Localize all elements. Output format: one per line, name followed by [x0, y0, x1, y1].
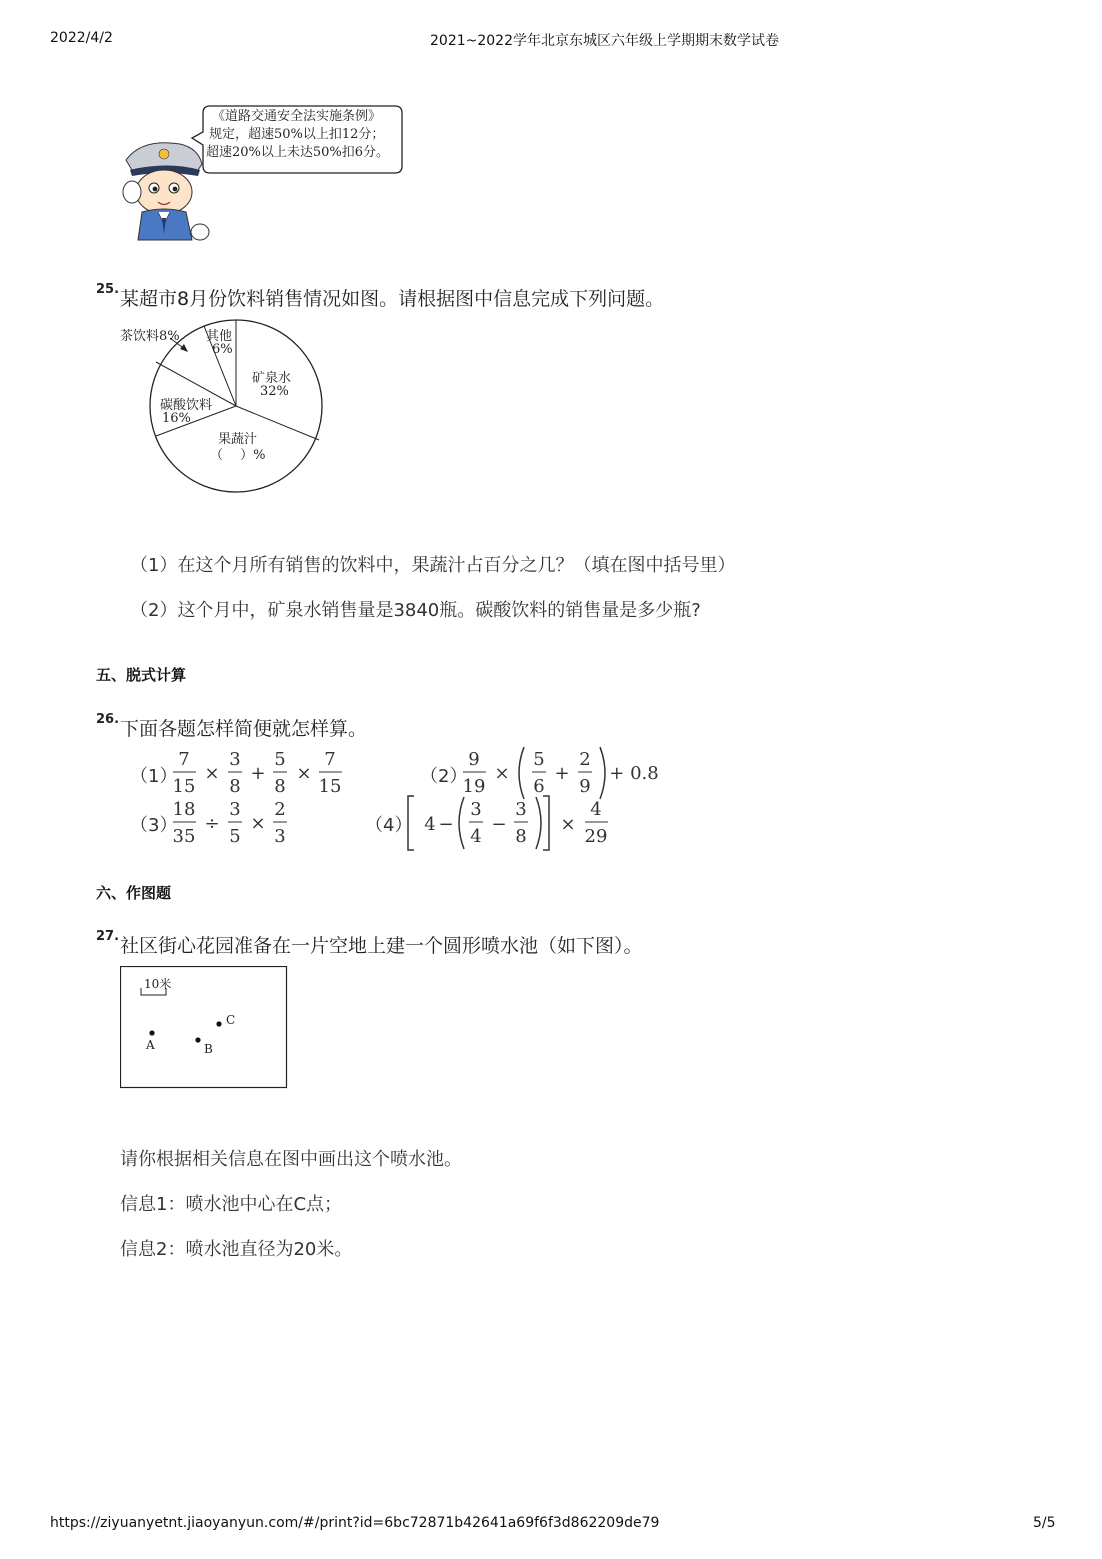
svg-text:35: 35 — [172, 826, 196, 847]
pie-label-tea: 茶饮料8% — [120, 329, 180, 344]
point-c-dot — [216, 1021, 221, 1026]
q26-number: 26. — [96, 712, 120, 727]
svg-text:÷: ÷ — [204, 813, 220, 834]
pie-label-soda-pct: 16% — [162, 411, 191, 426]
svg-text:8: 8 — [274, 776, 286, 797]
pie-label-juice-name: 果蔬汁 — [218, 432, 258, 447]
speech-line-2: 规定，超速50%以上扣12分； — [209, 127, 385, 142]
pie-label-juice-pct: （ ）% — [210, 448, 266, 463]
svg-text:18: 18 — [172, 799, 196, 820]
q26-label-4: （4） — [365, 815, 413, 836]
svg-text:5: 5 — [533, 749, 545, 770]
svg-text:+ 0.8: + 0.8 — [609, 763, 659, 784]
svg-text:9: 9 — [468, 749, 480, 770]
svg-text:3: 3 — [470, 799, 482, 820]
pie-label-mineral-pct: 32% — [260, 384, 289, 399]
svg-text:8: 8 — [515, 826, 527, 847]
header-date: 2022/4/2 — [50, 30, 113, 46]
q27-line3: 信息2：喷水池直径为20米。 — [120, 1239, 353, 1260]
q25-sub2: （2）这个月中，矿泉水销售量是3840瓶。碳酸饮料的销售量是多少瓶? — [130, 600, 701, 621]
svg-text:4: 4 — [590, 799, 602, 820]
svg-text:3: 3 — [229, 799, 241, 820]
svg-text:6: 6 — [533, 776, 545, 797]
svg-text:5: 5 — [229, 826, 241, 847]
pie-label-other-name: 其他 — [206, 329, 233, 344]
svg-text:7: 7 — [178, 749, 190, 770]
svg-text:3: 3 — [229, 749, 241, 770]
q27-number: 27. — [96, 929, 120, 944]
footer-url: https://ziyuanyetnt.jiaoyanyun.com/#/print?id=6bc72871b42641a69f6f3d862209de79 — [50, 1515, 660, 1531]
pie-label-soda-name: 碳酸饮料 — [160, 398, 213, 413]
svg-text:2: 2 — [274, 799, 286, 820]
svg-text:×: × — [204, 763, 220, 784]
svg-text:×: × — [560, 814, 576, 835]
svg-text:2: 2 — [579, 749, 591, 770]
svg-text:7: 7 — [324, 749, 336, 770]
point-a-dot — [149, 1030, 154, 1035]
section5-title: 五、脱式计算 — [96, 666, 187, 684]
svg-text:15: 15 — [318, 776, 342, 797]
q27-text: 社区街心花园准备在一片空地上建一个圆形喷水池（如下图）。 — [120, 935, 643, 957]
section6-title: 六、作图题 — [96, 884, 172, 902]
svg-text:×: × — [296, 763, 312, 784]
svg-text:5: 5 — [274, 749, 286, 770]
q25-sub1: （1）在这个月所有销售的饮料中，果蔬汁占百分之几？（填在图中括号里） — [130, 555, 736, 576]
q25-text: 某超市8月份饮料销售情况如图。请根据图中信息完成下列问题。 — [120, 288, 665, 310]
q26-expr-3 — [170, 795, 300, 850]
q25-number: 25. — [96, 282, 120, 297]
speech-line-3: 超速20%以上未达50%扣6分。 — [206, 145, 390, 160]
svg-text:3: 3 — [274, 826, 286, 847]
q26-text: 下面各题怎样简便就怎样算。 — [120, 718, 368, 740]
svg-text:×: × — [494, 763, 510, 784]
svg-text:−: − — [491, 814, 507, 835]
q27-line2: 信息1：喷水池中心在C点； — [120, 1194, 343, 1215]
speech-bubble-text — [206, 108, 390, 162]
svg-text:4: 4 — [470, 826, 482, 847]
q26-label-1: （1） — [130, 766, 178, 787]
q27-line1: 请你根据相关信息在图中画出这个喷水池。 — [120, 1149, 462, 1170]
svg-text:+: + — [554, 763, 570, 784]
point-a-label: A — [146, 1038, 155, 1052]
svg-text:×: × — [250, 813, 266, 834]
svg-text:8: 8 — [229, 776, 241, 797]
svg-text:19: 19 — [462, 776, 486, 797]
speech-line-1: 《道路交通安全法实施条例》 — [212, 109, 382, 124]
svg-text:9: 9 — [579, 776, 591, 797]
header-title: 2021~2022学年北京东城区六年级上学期期末数学试卷 — [430, 33, 779, 49]
q26-label-2: （2） — [420, 766, 468, 787]
svg-text:−: − — [438, 814, 454, 835]
svg-text:15: 15 — [172, 776, 196, 797]
pie-label-other-pct: 6% — [212, 342, 233, 357]
svg-text:29: 29 — [584, 826, 608, 847]
point-b-label: B — [204, 1042, 213, 1056]
scale-label: 10米 — [144, 977, 172, 991]
q26-expr-1 — [170, 745, 350, 800]
point-b-dot — [195, 1037, 200, 1042]
svg-text:+: + — [250, 763, 266, 784]
q26-label-3: （3） — [130, 815, 178, 836]
svg-text:4: 4 — [424, 814, 436, 835]
q26-expr-4 — [402, 792, 617, 854]
footer-page: 5/5 — [1033, 1515, 1056, 1531]
pie-label-mineral-name: 矿泉水 — [252, 371, 292, 386]
point-c-label: C — [226, 1013, 236, 1027]
svg-text:3: 3 — [515, 799, 527, 820]
